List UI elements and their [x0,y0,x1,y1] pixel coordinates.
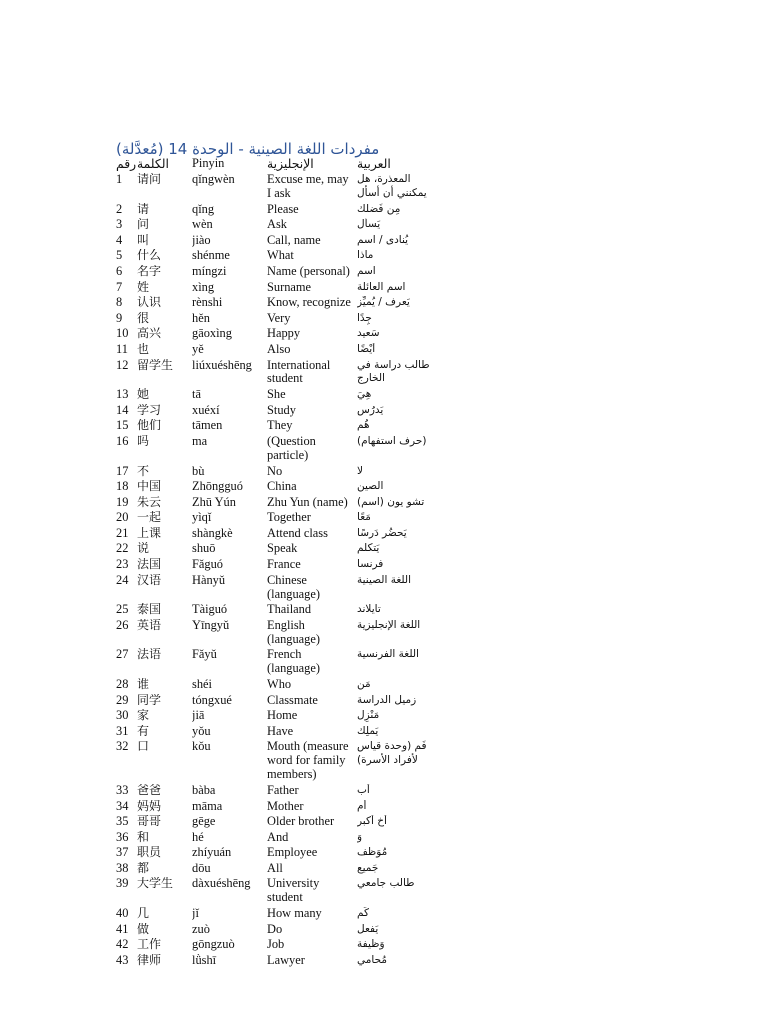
cell-pinyin: xìng [192,280,215,294]
cell-arabic: المعذرة، هل يمكنني أن أسأل [357,173,427,199]
cell-chinese-word: 做 [137,922,150,936]
cell-english: Call, name [267,233,321,247]
cell-pinyin: Fǎyǔ [192,648,217,662]
cell-number: 33 [116,783,129,797]
cell-arabic: طالب دراسة في الخارج [357,358,430,385]
cell-chinese-word: 英语 [137,618,162,632]
cell-chinese-word: 同学 [137,693,162,707]
cell-english: Excuse me, may I ask [267,173,349,200]
cell-pinyin: míngzi [192,264,227,278]
header-arabic: العربية [357,157,391,171]
table-row [116,265,436,281]
cell-english: Very [267,311,291,325]
cell-arabic: اللغة الصينية [357,573,411,586]
table-row [116,938,436,954]
cell-number: 37 [116,846,129,860]
cell-arabic: (حرف استفهام) [357,434,427,447]
cell-arabic: مَن [357,678,371,691]
cell-pinyin: jiào [192,233,211,247]
cell-pinyin: shuō [192,542,216,556]
cell-chinese-word: 爸爸 [137,783,162,797]
table-row [116,574,436,604]
table-row [116,404,436,420]
cell-chinese-word: 谁 [137,678,150,692]
cell-pinyin: māma [192,799,223,813]
cell-english: And [267,830,289,844]
header-pinyin: Pinyin [192,157,225,170]
cell-english: Speak [267,542,298,556]
cell-number: 34 [116,799,129,813]
cell-chinese-word: 说 [137,542,150,556]
cell-english: Ask [267,218,287,232]
table-row [116,281,436,297]
cell-arabic: لا [357,464,363,477]
cell-english: Together [267,511,311,525]
cell-number: 27 [116,648,129,662]
cell-number: 12 [116,358,129,372]
cell-arabic: مِن فَضلك [357,202,401,215]
cell-pinyin: zuò [192,922,210,936]
table-row [116,249,436,265]
cell-english: Happy [267,327,301,341]
cell-chinese-word: 口 [137,740,150,754]
cell-english: Older brother [267,815,335,829]
cell-english: English (language) [267,618,320,646]
cell-arabic: هِيَ [357,388,372,401]
cell-number: 19 [116,495,129,509]
cell-chinese-word: 法语 [137,648,162,662]
cell-chinese-word: 上课 [137,526,162,540]
cell-english: Father [267,783,299,797]
table-row [116,558,436,574]
cell-number: 24 [116,573,129,587]
cell-arabic: يَحضُر دَرسًا [357,526,407,539]
cell-pinyin: tā [192,388,201,402]
cell-number: 35 [116,815,129,829]
cell-arabic: مَعًا [357,511,371,524]
table-row [116,678,436,694]
cell-english: Have [267,724,294,738]
table-row [116,619,436,649]
table-row [116,603,436,619]
cell-arabic: تايلاند [357,603,381,616]
cell-chinese-word: 都 [137,861,150,875]
cell-chinese-word: 叫 [137,233,150,247]
cell-arabic: اسم العائلة [357,280,406,293]
cell-chinese-word: 妈妈 [137,799,162,813]
cell-number: 42 [116,938,129,952]
cell-chinese-word: 高兴 [137,327,162,341]
cell-english: No [267,464,283,478]
cell-number: 1 [116,173,123,186]
cell-arabic: أب [357,783,370,796]
table-row [116,694,436,710]
cell-english: Attend class [267,526,328,540]
cell-number: 9 [116,311,123,325]
cell-pinyin: Zhōngguó [192,480,243,494]
cell-number: 16 [116,434,129,448]
cell-chinese-word: 他们 [137,419,162,433]
cell-pinyin: wèn [192,218,213,232]
cell-english: Thailand [267,603,312,617]
header-english: الإنجليزية [267,157,314,171]
cell-number: 6 [116,264,123,278]
cell-arabic: تشو يون (اسم) [357,495,425,508]
cell-chinese-word: 朱云 [137,495,162,509]
cell-english: Surname [267,280,312,294]
cell-english: Employee [267,846,318,860]
cell-arabic: مُحامي [357,953,387,966]
cell-number: 41 [116,922,129,936]
cell-english: France [267,558,301,572]
cell-arabic: طالب جامعي [357,877,415,890]
cell-pinyin: Tàiguó [192,603,228,617]
cell-number: 17 [116,464,129,478]
cell-pinyin: Yīngyǔ [192,618,230,632]
cell-chinese-word: 也 [137,342,150,356]
cell-arabic: يُنادى / اسم [357,233,409,246]
cell-arabic: اللغة الفرنسية [357,648,419,661]
table-row [116,234,436,250]
cell-chinese-word: 她 [137,388,150,402]
cell-chinese-word: 几 [137,907,150,921]
cell-english: French (language) [267,648,320,676]
table-row [116,725,436,741]
table-row [116,862,436,878]
cell-number: 31 [116,724,129,738]
cell-english: Please [267,202,299,216]
cell-arabic: أخ أكبر [357,815,387,828]
table-row [116,203,436,219]
cell-chinese-word: 一起 [137,511,162,525]
table-row [116,815,436,831]
cell-arabic: أيْضًا [357,342,376,355]
cell-english: Chinese (language) [267,573,320,601]
table-row [116,496,436,512]
cell-chinese-word: 汉语 [137,573,162,587]
table-row [116,907,436,923]
cell-chinese-word: 认识 [137,296,162,310]
cell-number: 11 [116,342,128,356]
cell-chinese-word: 中国 [137,480,162,494]
cell-arabic: ماذا [357,249,374,262]
cell-arabic: وَظيفة [357,938,385,951]
cell-number: 26 [116,618,129,632]
table-header-row [116,157,436,173]
vocabulary-rows [116,173,436,969]
cell-pinyin: xuéxí [192,403,220,417]
cell-number: 18 [116,480,129,494]
table-row [116,388,436,404]
vocabulary-table [116,157,436,969]
table-row [116,648,436,678]
cell-english: Also [267,342,291,356]
cell-chinese-word: 工作 [137,938,162,952]
cell-chinese-word: 和 [137,830,150,844]
cell-pinyin: lǜshī [192,953,217,967]
header-number: رقم [116,157,137,171]
cell-arabic: مُوَظَّف [357,846,388,859]
table-row [116,740,436,784]
cell-arabic: الصين [357,480,384,493]
cell-chinese-word: 问 [137,218,150,232]
cell-arabic: يَفعل [357,922,379,935]
cell-pinyin: gāoxìng [192,327,232,341]
table-row [116,419,436,435]
table-row [116,542,436,558]
cell-chinese-word: 名字 [137,264,162,278]
cell-english: Mouth (measure word for family members) [267,740,349,782]
cell-chinese-word: 家 [137,709,150,723]
cell-english: Do [267,922,283,936]
table-row [116,312,436,328]
cell-chinese-word: 请 [137,202,150,216]
cell-number: 30 [116,709,129,723]
cell-number: 4 [116,233,123,247]
cell-arabic: يَعرف / يُميِّز [357,296,410,309]
cell-pinyin: bù [192,464,205,478]
cell-arabic: يَسأل [357,218,381,231]
cell-number: 40 [116,907,129,921]
cell-arabic: اسم [357,264,376,277]
cell-arabic: هُم [357,419,370,432]
cell-arabic: مَنْزِل [357,709,380,722]
table-row [116,173,436,203]
cell-pinyin: yìqǐ [192,511,212,525]
cell-pinyin: Zhū Yún [192,495,236,509]
cell-number: 15 [116,419,129,433]
cell-arabic: فَم (وحدة قياس لأفراد الأسرة) [357,740,427,767]
cell-chinese-word: 哥哥 [137,815,162,829]
cell-pinyin: qǐng [192,202,215,216]
document-title: مفردات اللغة الصينية - الوحدة 14 (مُعدَّلة) [116,140,380,158]
cell-pinyin: tóngxué [192,693,232,707]
cell-chinese-word: 学习 [137,403,162,417]
cell-number: 21 [116,526,129,540]
cell-chinese-word: 姓 [137,280,150,294]
cell-chinese-word: 法国 [137,558,162,572]
cell-pinyin: qǐngwèn [192,173,235,186]
cell-pinyin: kǒu [192,740,211,754]
table-row [116,709,436,725]
cell-number: 23 [116,558,129,572]
cell-pinyin: Fǎguó [192,558,223,572]
cell-english: University student [267,877,320,905]
cell-pinyin: hé [192,830,204,844]
cell-arabic: يَتكلم [357,542,380,555]
cell-english: All [267,861,283,875]
cell-english: International student [267,358,331,386]
cell-english: China [267,480,297,494]
cell-pinyin: shéi [192,678,212,692]
cell-chinese-word: 什么 [137,249,162,263]
cell-number: 22 [116,542,129,556]
cell-number: 13 [116,388,129,402]
table-row [116,343,436,359]
cell-number: 25 [116,603,129,617]
cell-pinyin: shénme [192,249,230,263]
cell-pinyin: Hànyǔ [192,573,226,587]
cell-chinese-word: 请问 [137,173,162,186]
cell-pinyin: liúxuéshēng [192,358,252,372]
cell-arabic: اللغة الإنجليزية [357,618,421,631]
cell-number: 36 [116,830,129,844]
cell-pinyin: yǒu [192,724,211,738]
cell-english: What [267,249,294,263]
table-row [116,511,436,527]
cell-number: 39 [116,877,129,891]
cell-pinyin: zhíyuán [192,846,232,860]
cell-chinese-word: 泰国 [137,603,162,617]
cell-number: 5 [116,249,123,263]
cell-number: 38 [116,861,129,875]
cell-number: 29 [116,693,129,707]
cell-english: Who [267,678,292,692]
cell-pinyin: shàngkè [192,526,233,540]
cell-number: 28 [116,678,129,692]
cell-english: Classmate [267,693,318,707]
cell-number: 43 [116,953,129,967]
table-row [116,800,436,816]
cell-number: 7 [116,280,123,294]
cell-pinyin: bàba [192,783,216,797]
cell-chinese-word: 有 [137,724,150,738]
table-row [116,435,436,465]
cell-arabic: يَدرُس [357,403,384,416]
cell-pinyin: dōu [192,861,211,875]
cell-english: How many [267,907,322,921]
cell-number: 2 [116,202,123,216]
cell-pinyin: gōngzuò [192,938,235,952]
table-row [116,359,436,389]
cell-pinyin: hěn [192,311,210,325]
table-row [116,877,436,907]
cell-english: Job [267,938,285,952]
cell-english: Zhu Yun (name) [267,495,348,509]
table-row [116,296,436,312]
cell-english: Mother [267,799,304,813]
table-row [116,218,436,234]
cell-arabic: زميل الدراسة [357,693,417,706]
cell-pinyin: yě [192,342,204,356]
cell-number: 10 [116,327,129,341]
table-row [116,846,436,862]
cell-pinyin: tāmen [192,419,223,433]
cell-arabic: جِدًا [357,311,372,324]
cell-arabic: يَملِك [357,724,379,737]
table-row [116,465,436,481]
table-row [116,327,436,343]
cell-pinyin: rènshi [192,296,223,310]
table-row [116,480,436,496]
cell-pinyin: ma [192,434,208,448]
cell-chinese-word: 吗 [137,434,150,448]
cell-number: 8 [116,296,123,310]
cell-pinyin: gēge [192,815,216,829]
cell-number: 14 [116,403,129,417]
cell-number: 3 [116,218,123,232]
cell-arabic: كَم [357,907,369,920]
cell-pinyin: jǐ [192,907,199,921]
cell-english: Lawyer [267,953,305,967]
cell-english: Study [267,403,296,417]
cell-arabic: جَميع [357,861,379,874]
cell-chinese-word: 不 [137,464,150,478]
table-row [116,527,436,543]
cell-number: 32 [116,740,129,754]
cell-arabic: أم [357,799,367,812]
cell-english: They [267,419,293,433]
table-row [116,923,436,939]
cell-arabic: سَعيد [357,327,380,340]
cell-pinyin: jiā [192,709,205,723]
cell-arabic: وَ [357,830,363,843]
cell-arabic: فرنسا [357,558,384,571]
cell-english: Know, recognize [267,296,351,310]
cell-pinyin: dàxuéshēng [192,877,251,891]
cell-chinese-word: 律师 [137,953,162,967]
table-row [116,784,436,800]
table-row [116,831,436,847]
cell-english: Name (personal) [267,264,350,278]
cell-chinese-word: 大学生 [137,877,174,891]
cell-chinese-word: 留学生 [137,358,174,372]
cell-english: Home [267,709,298,723]
header-word: الكلمة [137,157,169,171]
table-row [116,954,436,970]
cell-chinese-word: 职员 [137,846,162,860]
cell-english: She [267,388,286,402]
cell-chinese-word: 很 [137,311,150,325]
cell-english: (Question particle) [267,434,316,462]
cell-number: 20 [116,511,129,525]
